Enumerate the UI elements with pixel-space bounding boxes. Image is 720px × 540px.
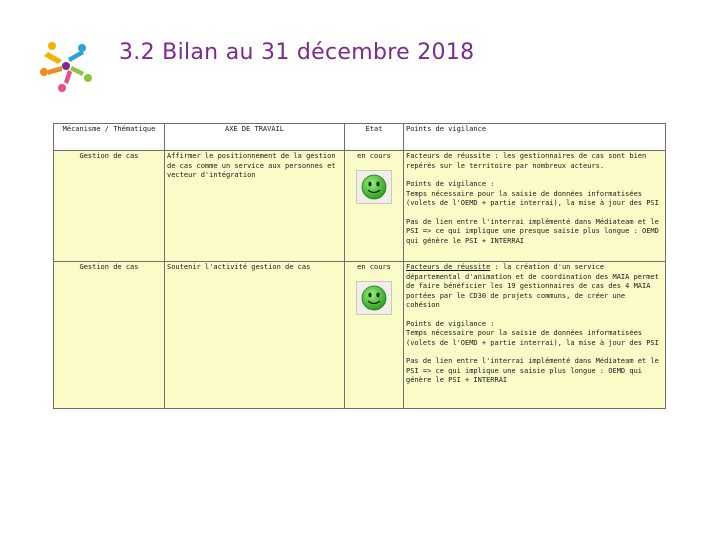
table-row [54, 151, 666, 262]
green-smiley-icon [356, 281, 392, 315]
column-header-mecanisme: Mécanisme / Thématique [54, 124, 165, 151]
logo-arm-yellow [44, 52, 62, 64]
cell-axe: Affirmer le positionnement de la gestion de cas comme un service aux personnes et vecteur d'intégration [165, 151, 345, 262]
vigilance-lien: Pas de lien entre l'interrai implémenté dans Médiateam et le PSI => ce qui implique une saisie plus longue : OEMD qui génère le PSI + INTERRAI [406, 357, 659, 384]
logo-icon [38, 38, 94, 94]
vigilance-points: Points de vigilance : Temps nécessaire pour la saisie de données informatisées (volets de l'OEMD + partie interrai), la mise à jour des PSI [406, 180, 659, 207]
cell-vigilance [404, 151, 666, 262]
logo-arm-green [70, 66, 84, 76]
logo-head-yellow [48, 42, 56, 50]
table-header-row [54, 124, 666, 151]
cell-etat [345, 262, 404, 409]
cell-etat [345, 151, 404, 262]
green-smiley-icon [356, 170, 392, 204]
logo-head-green [84, 74, 92, 82]
logo [38, 38, 94, 94]
facteurs-label: Facteurs de réussite [406, 152, 491, 160]
logo-head-orange [40, 68, 48, 76]
logo-center [62, 62, 70, 70]
etat-label: en cours [357, 263, 391, 271]
logo-arm-pink [64, 70, 72, 84]
cell-mecanisme: Gestion de cas [54, 262, 165, 409]
column-header-etat: Etat [345, 124, 404, 151]
logo-arm-blue [68, 50, 84, 62]
bilan-table [53, 123, 666, 409]
page-title: 3.2 Bilan au 31 décembre 2018 [119, 40, 475, 65]
cell-vigilance [404, 262, 666, 409]
etat-label: en cours [357, 152, 391, 160]
vigilance-points: Points de vigilance : Temps nécessaire pour la saisie de données informatisées (volets de l'OEMD + partie interrai), la mise à jour des PSI [406, 319, 659, 347]
facteurs-text: : la création d'un service départemental d'animation et de coordination des MAIA permet de faire bénéficier les 19 gestionnaires de cas des 4 MAIA portées par le CD30 de projets communs, de créer une cohésion [406, 263, 659, 309]
vigilance-lien: Pas de lien entre l'interrai implémenté dans Médiateam et le PSI => ce qui implique une presque saisie plus longue : OEMD qui génère le PSI + INTERRAI [406, 217, 659, 245]
cell-axe: Soutenir l'activité gestion de cas [165, 262, 345, 409]
facteurs-text: : les gestionnaires de cas sont bien repérés sur le territoire par nombreux acteurs. [406, 152, 647, 170]
vigilance-facteurs [406, 152, 663, 171]
column-header-vigilance: Points de vigilance [404, 124, 666, 151]
vigilance-facteurs [406, 263, 663, 311]
facteurs-label: Facteurs de réussite [406, 263, 491, 271]
logo-head-pink [58, 84, 66, 92]
cell-mecanisme: Gestion de cas [54, 151, 165, 262]
logo-arm-orange [48, 66, 62, 75]
column-header-axe: AXE DE TRAVAIL [165, 124, 345, 151]
table-row [54, 262, 666, 409]
